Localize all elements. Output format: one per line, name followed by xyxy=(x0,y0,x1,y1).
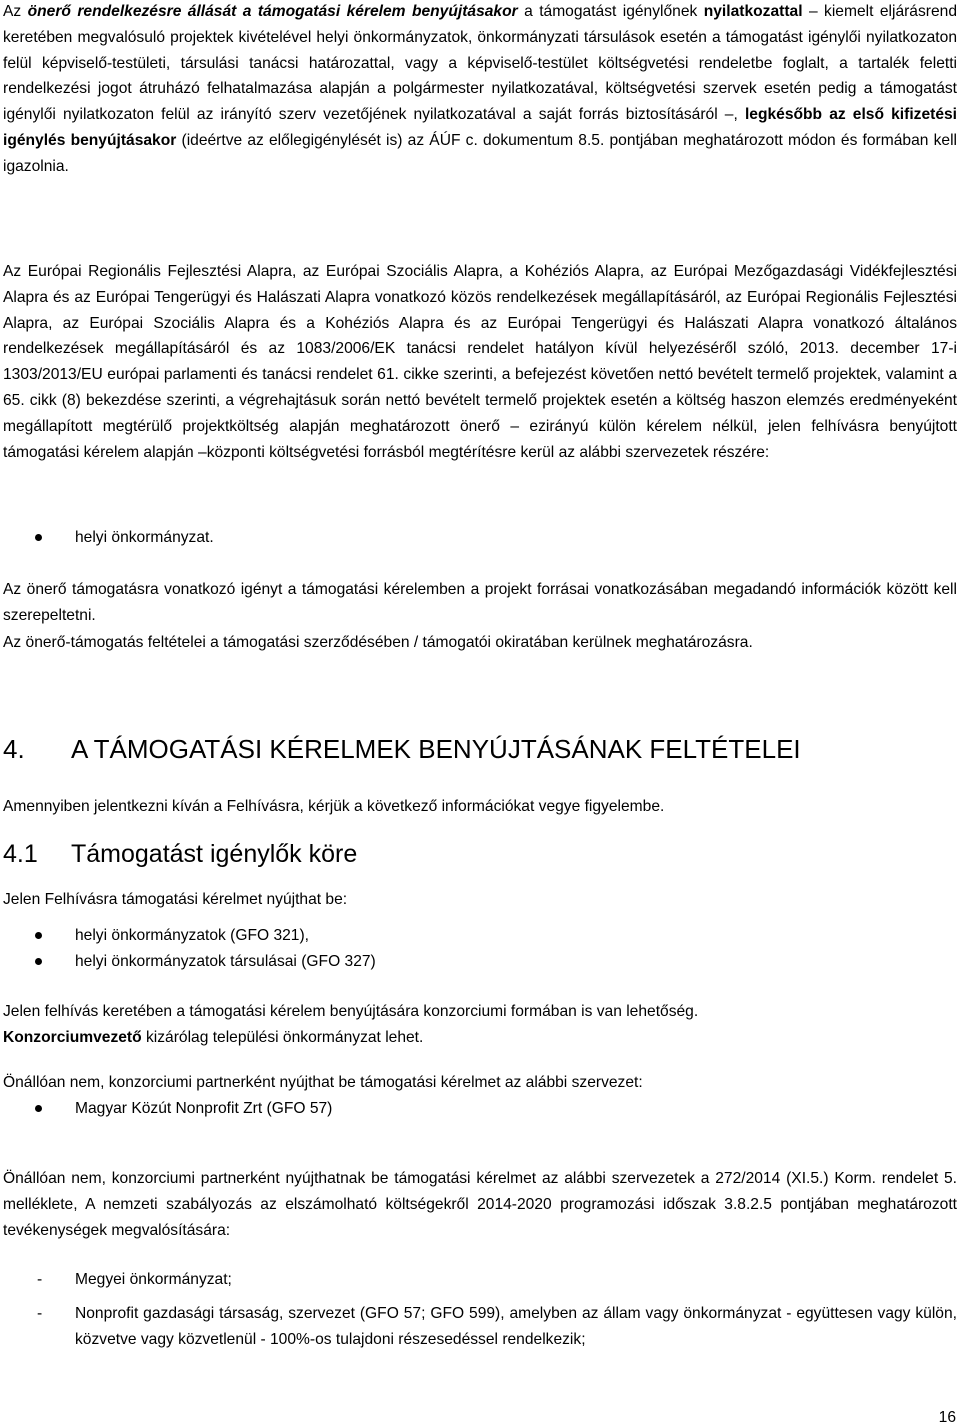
bullet-list-eligible xyxy=(3,923,957,975)
bold-run: nyilatkozattal xyxy=(703,3,803,20)
list-item xyxy=(3,1096,957,1122)
list-item-label: helyi önkormányzatok társulásai (GFO 327) xyxy=(75,953,376,970)
text-run: kizárólag települési önkormányzat lehet. xyxy=(141,1028,424,1046)
list-item-label: helyi önkormányzat. xyxy=(75,529,214,546)
list-item-label: Nonprofit gazdasági társaság, szervezet (GFO 57; GFO 599), amelyben az állam vagy önkormányzat - együttesen vagy külön, közvetve vagy közvetlenül - 100%-os tulajdoni részesedéssel rendelkezik; xyxy=(75,1304,957,1348)
paragraph-intro: Amennyiben jelentkezni kíván a Felhívásra, kérjük a következő információkat vegye figyelembe. xyxy=(3,798,665,815)
paragraph-conditions: Az önerő-támogatás feltételei a támogatási szerződésében / támogatói okiratában kerülnek meghatározásra. xyxy=(3,634,753,651)
list-item xyxy=(3,1267,957,1293)
section-heading-4-1 xyxy=(3,839,957,869)
list-item xyxy=(3,1301,957,1353)
bullet-icon xyxy=(35,958,42,965)
section-title: A TÁMOGATÁSI KÉRELMEK BENYÚJTÁSÁNAK FELTÉTELEI xyxy=(71,734,801,764)
list-item xyxy=(3,923,957,949)
list-item xyxy=(3,949,957,975)
page-number: 16 xyxy=(938,1409,956,1426)
paragraph-eu-regulation: Az Európai Regionális Fejlesztési Alapra, az Európai Szociális Alapra, a Kohéziós Alapra, az Európai Mezőgazdasági Vidékfejlesztési Alapra és az Európai Tengerügyi és Halászati Alapra vonatkozó közös rendelkezések megállapításáról, az Európai Regionális Fejlesztési Alapra, az Európai Szociális Alapra és a Kohéziós Alapra és az Európai Tengerügyi és Halászati Alapra vonatkozó általános rendelkezések megállapításáról és az 1083/2006/EK tanácsi rendelet hatályon kívül helyezéséről szóló, 2013. december 17-i 1303/2013/EU európai parlamenti és tanácsi rendelet 61. cikke szerinti, a befejezést követően nettó bevételt termelő projektek, valamint a 65. cikk (8) bekezdése szerinti, a végrehajtásuk során nettó bevételt termelő projektek esetén a költség haszon elemzés eredményeként megállapított megtérülő projektköltség alapján meghatározott önerő – ezirányú külön kérelem nélkül, jelen felhívásra benyújtott támogatási kérelem alapján –központi költségvetési forrásból megtérítésre kerül az alábbi szervezetek részére: xyxy=(3,263,957,461)
paragraph-consortium xyxy=(3,999,957,1051)
text-run: Jelen felhívás keretében a támogatási kérelem benyújtására konzorciumi formában is van lehetőség. xyxy=(3,1003,699,1020)
paragraph-partners: Önállóan nem, konzorciumi partnerként nyújthatnak be támogatási kérelmet az alábbi szervezetek a 272/2014 (XI.5.) Korm. rendelet 5. melléklete, A nemzeti szabályozás az elszámolható költségekről 2014-2020 programozási időszak 3.8.2.5 pontjában meghatározott tevékenységek megvalósítására: xyxy=(3,1170,957,1239)
bullet-list-recipients xyxy=(3,525,957,551)
dash-list-partners xyxy=(3,1267,957,1352)
section-number: 4. xyxy=(3,734,25,764)
paragraph-partner-single: Önállóan nem, konzorciumi partnerként nyújthat be támogatási kérelmet az alábbi szervezet: xyxy=(3,1074,643,1091)
list-item-label: Megyei önkormányzat; xyxy=(75,1271,232,1288)
text-run: Az xyxy=(3,3,28,20)
dash-marker: - xyxy=(37,1304,43,1322)
text-run: a támogatást igénylőnek xyxy=(517,3,704,20)
list-item-label: Magyar Közút Nonprofit Zrt (GFO 57) xyxy=(75,1100,333,1117)
paragraph-request: Az önerő támogatásra vonatkozó igényt a támogatási kérelemben a projekt forrásai vonatkozásában megadandó információk között kell szerepeltetni. xyxy=(3,581,957,624)
dash-marker: - xyxy=(37,1271,43,1288)
bold-run: legkésőbb az első kifizetési igénylés benyújtásakor xyxy=(3,106,957,149)
list-item-label: helyi önkormányzatok (GFO 321), xyxy=(75,927,309,944)
bold-italic-run: önerő rendelkezésre állását a támogatási kérelem benyújtásakor xyxy=(27,3,518,20)
subsection-title: Támogatást igénylők köre xyxy=(71,840,358,868)
text-run: (ideértve az előlegigénylését is) az ÁÚF c. dokumentum 8.5. pontjában meghatározott módon és formában kell igazolnia. xyxy=(3,131,957,175)
bullet-icon xyxy=(35,534,42,541)
text-run: – kiemelt eljárásrend keretében megvalósuló projektek kivételével helyi önkormányzatok, önkormányzati társulások esetén a támogatást igénylői nyilatkozaton felül képviselő-testületi, társulási tanácsi határozattal, vagy a képviselő-testület költségvetési rendeletbe foglalt, a tartalék feletti rendelkezési jogot átruházó felhatalmazása alapján a polgármester nyilatkozatával, költségvetési szervek esetén pedig a támogatást igénylői nyilatkozaton felül az irányító szerv vezetőjének nyilatkozatával a saját forrás biztosításáról –, xyxy=(3,3,957,124)
section-heading-4 xyxy=(3,733,957,765)
subsection-number: 4.1 xyxy=(3,840,38,868)
bold-run: Konzorciumvezető xyxy=(3,1028,142,1046)
list-item xyxy=(3,525,957,551)
bullet-icon xyxy=(35,1105,42,1112)
bullet-list-partner xyxy=(3,1096,957,1122)
paragraph-eligible: Jelen Felhívásra támogatási kérelmet nyújthat be: xyxy=(3,891,348,908)
paragraph-own-contribution xyxy=(3,0,957,180)
bullet-icon xyxy=(35,932,42,939)
